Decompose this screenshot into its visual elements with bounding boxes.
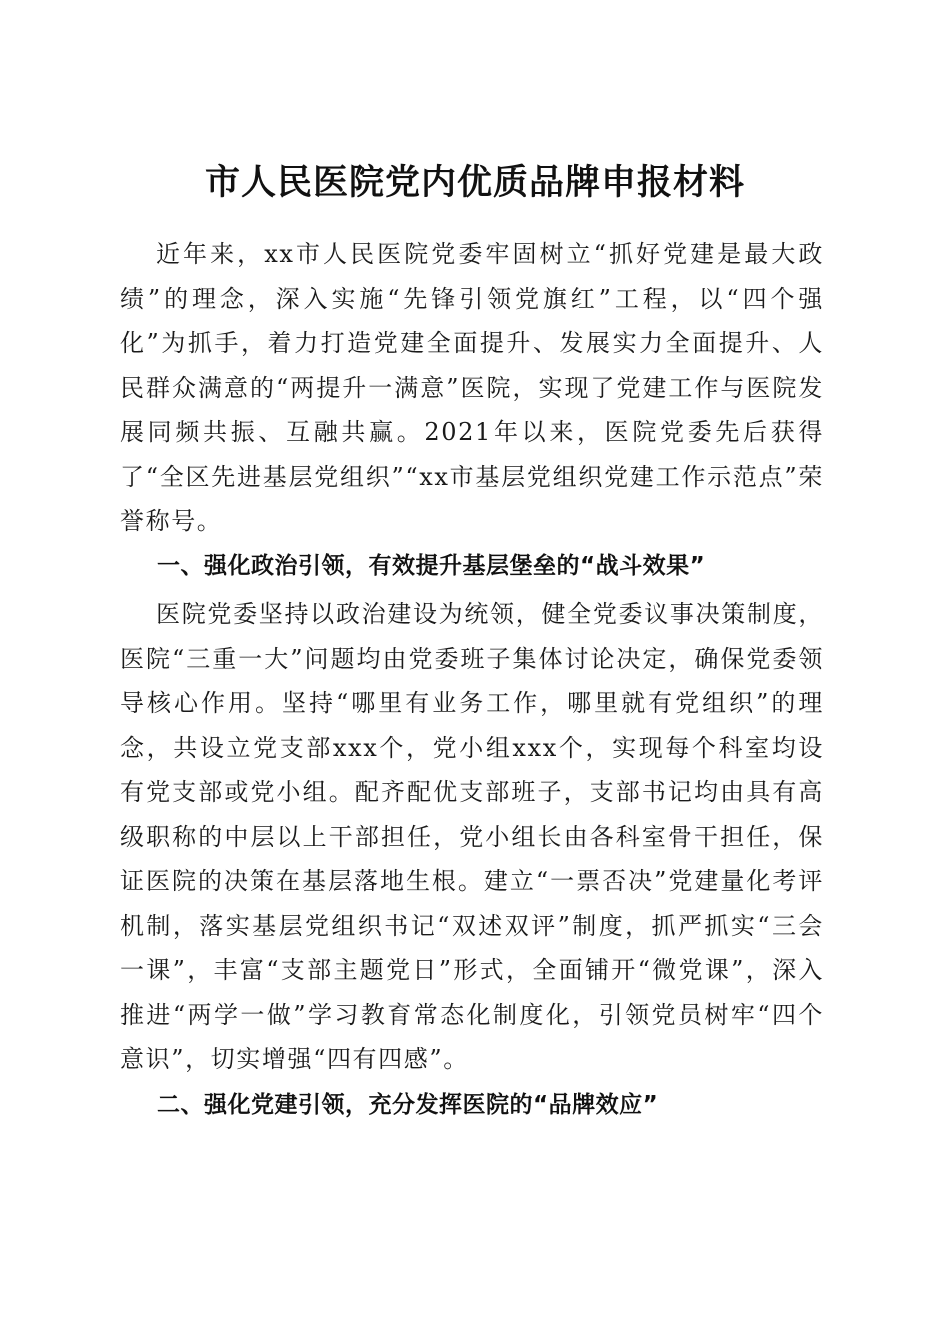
section-1-paragraph: 医院党委坚持以政治建设为统领，健全党委议事决策制度，医院“三重一大”问题均由党委班子集体讨论决定，确保党委领导核心作用。坚持“哪里有业务工作，哪里就有党组织”的理念，共设立党支部xxx个，党小组xxx个，实现每个科室均设有党支部或党小组。配齐配优支部班子，支部书记均由具有高级职称的中层以上干部担任，党小组长由各科室骨干担任，保证医院的决策在基层落地生根。建立“一票否决”党建量化考评机制，落实基层党组织书记“双述双评”制度，抓严抓实“三会一课”，丰富“支部主题党日”形式，全面铺开“微党课”，深入推进“两学一做”学习教育常态化制度化，引领党员树牢“四个意识”，切实增强“四有四感”。 bbox=[120, 600, 824, 1073]
section-heading-1: 一、强化政治引领，有效提升基层堡垒的“战斗效果” bbox=[157, 553, 706, 579]
document-title: 市人民医院党内优质品牌申报材料 bbox=[204, 162, 745, 204]
intro-paragraph: 近年来，xx市人民医院党委牢固树立“抓好党建是最大政绩”的理念，深入实施“先锋引领党旗红”工程，以“四个强化”为抓手，着力打造党建全面提升、发展实力全面提升、人民群众满意的“两提升一满意”医院，实现了党建工作与医院发展同频共振、互融共赢。2021年以来，医院党委先后获得了“全区先进基层党组织”“xx市基层党组织党建工作示范点”荣誉称号。 bbox=[120, 240, 824, 535]
section-heading-2: 二、强化党建引领，充分发挥医院的“品牌效应” bbox=[157, 1092, 659, 1118]
